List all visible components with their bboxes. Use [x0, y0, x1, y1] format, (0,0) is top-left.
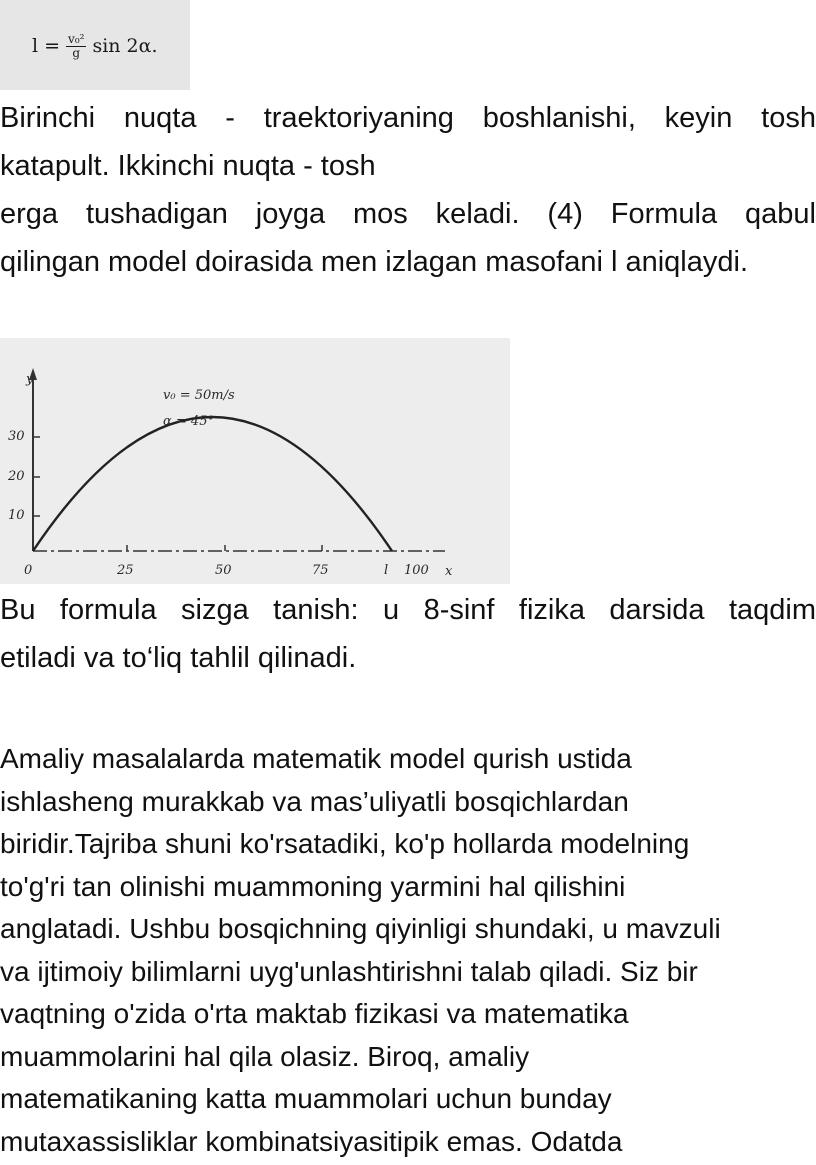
text-line: qilingan model doirasida men izlagan masofani l aniqlaydi.: [0, 246, 748, 278]
text-line: etiladi va to‘liq tahlil qilinadi.: [0, 642, 357, 674]
paragraph-1: [0, 94, 816, 286]
text-line: ishlasheng murakkab va mas’uliyatli bosqichlardan: [0, 785, 629, 817]
text-line: muammolarini hal qila olasiz. Biroq, amaliy: [0, 1040, 530, 1072]
y-tick-label: 10: [8, 508, 25, 523]
x-tick-label: 100: [404, 563, 429, 578]
text-line: vaqtning o'zida o'rta maktab fizikasi va matematika: [0, 998, 629, 1029]
x-tick-label: 50: [215, 563, 232, 578]
formula-image: [0, 0, 190, 90]
text-line: Bu formula sizga tanish: u 8-sinf fizika darsida taqdim: [0, 594, 816, 626]
trajectory-curve: [33, 417, 392, 551]
x-axis-label: x: [445, 564, 453, 579]
text-line: to'g'ri tan olinishi muammoning yarmini hal qilishini: [0, 870, 626, 902]
paragraph-3: [0, 738, 816, 1163]
range-formula: [32, 26, 158, 66]
y-tick-label: 20: [8, 469, 25, 484]
x-tick-label: 25: [117, 563, 134, 578]
text-line: biridir.Tajriba shuni ko'rsatadiki, ko'p hollarda modelning: [0, 828, 690, 859]
x-tick-label: 75: [312, 563, 329, 578]
initial-velocity-label: v₀ = 50m/s: [163, 388, 235, 403]
text-line: mutaxassisliklar kombinatsiyasitipik emas. Odatda: [0, 1125, 623, 1157]
formula-numerator: v₀²: [68, 31, 85, 46]
formula-lhs: l =: [32, 35, 61, 57]
formula-rhs: sin 2α.: [92, 35, 158, 57]
trajectory-graph-svg: [0, 338, 510, 584]
text-line: Birinchi nuqta - traektoriyaning boshlanishi, keyin tosh: [0, 102, 816, 134]
y-tick-label: 30: [8, 429, 25, 444]
x-tick-label: l: [384, 563, 389, 578]
formula-fraction: [66, 33, 86, 59]
formula-denominator: g: [72, 45, 81, 60]
launch-angle-label: α = 45°: [163, 414, 214, 429]
y-axis-label: y: [26, 372, 34, 387]
text-line: anglatadi. Ushbu bosqichning qiyinligi shundaki, u mavzuli: [0, 913, 721, 944]
text-line: matematikaning katta muammolari uchun bunday: [0, 1083, 612, 1114]
text-line: va ijtimoiy bilimlarni uyg'unlashtirishni talab qiladi. Siz bir: [0, 955, 698, 987]
paragraph-2: [0, 586, 816, 682]
text-line: Amaliy masalalarda matematik model qurish ustida: [0, 743, 632, 774]
text-line: erga tushadigan joyga mos keladi. (4) Formula qabul: [0, 198, 816, 230]
x-tick-label: 0: [24, 563, 33, 578]
text-line: katapult. Ikkinchi nuqta - tosh: [0, 150, 376, 182]
trajectory-graph: [0, 338, 510, 584]
